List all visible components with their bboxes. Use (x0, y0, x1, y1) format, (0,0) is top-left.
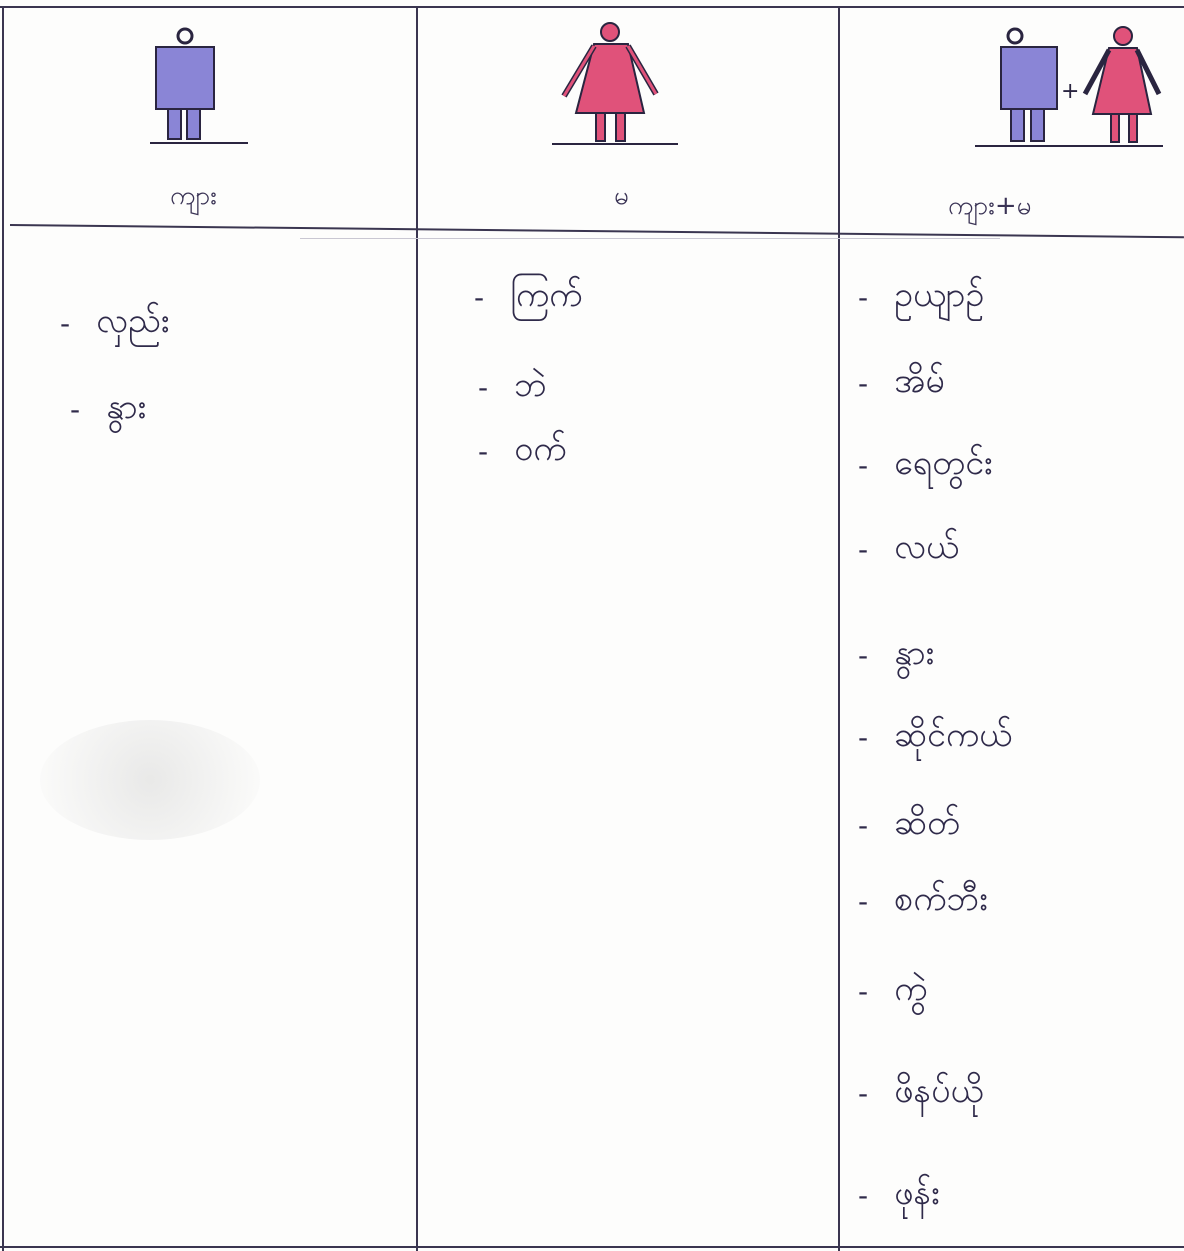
bullet-dash: - (858, 281, 869, 314)
bullet-dash: - (478, 371, 489, 404)
list-item (60, 298, 170, 349)
column-header-male: ကျား (170, 181, 217, 211)
bullet-dash: - (858, 449, 869, 482)
column-header-both: ကျား+မ (948, 191, 1032, 221)
item-text: ဝက် (514, 429, 567, 469)
bullet-dash: - (60, 307, 71, 340)
item-text: ကြက် (510, 275, 583, 315)
list-item (858, 966, 927, 1017)
list-item (858, 800, 960, 851)
header-divider-shadow (300, 238, 1000, 239)
bullet-dash: - (858, 975, 869, 1008)
bullet-dash: - (478, 435, 489, 468)
list-item (478, 426, 566, 477)
bullet-dash: - (474, 281, 485, 314)
item-text: ဆိုင်ကယ် (894, 715, 1013, 755)
list-item (858, 1170, 940, 1221)
item-text: နွား (894, 633, 935, 673)
bullet-dash: - (858, 885, 869, 918)
table-bottom-border (0, 1246, 1184, 1248)
bullet-dash: - (858, 1077, 869, 1110)
list-item (858, 712, 1012, 763)
bullet-dash: - (858, 367, 869, 400)
item-text: လှည်း (96, 301, 170, 341)
paper-smudge (40, 720, 260, 840)
svg-text:+: + (1061, 79, 1080, 104)
list-item (478, 362, 547, 413)
item-text: ဥယျာဉ် (894, 275, 985, 315)
item-text: နွား (106, 387, 147, 427)
bullet-dash: - (858, 721, 869, 754)
list-item (858, 876, 988, 927)
list-item (858, 358, 945, 409)
list-item (858, 272, 984, 323)
item-text: ရေတွင်း (894, 443, 993, 483)
item-text: ဖုန်း (894, 1173, 940, 1213)
man-figure-icon (150, 22, 250, 152)
list-item (474, 272, 582, 323)
list-item (858, 440, 993, 491)
list-item (70, 384, 146, 435)
item-text: အိမ် (894, 361, 945, 401)
column-divider-2 (838, 6, 840, 1251)
column-divider-1 (416, 6, 418, 1251)
item-text: ကွဲ (894, 969, 928, 1009)
bullet-dash: - (70, 393, 81, 426)
table-top-border (0, 6, 1184, 8)
item-text: ဆိတ် (894, 803, 961, 843)
list-item (858, 630, 934, 681)
column-header-female: မ (614, 181, 629, 211)
bullet-dash: - (858, 1179, 869, 1212)
table-left-border (2, 6, 4, 1251)
item-text: လယ် (894, 527, 959, 567)
bullet-dash: - (858, 639, 869, 672)
man-plus-woman-icon (975, 22, 1165, 156)
list-item (858, 524, 959, 575)
item-text: စက်ဘီး (894, 879, 988, 919)
woman-figure-icon (548, 18, 683, 152)
item-text: ဘဲ (514, 365, 547, 405)
bullet-dash: - (858, 809, 869, 842)
bullet-dash: - (858, 533, 869, 566)
list-item (858, 1068, 984, 1119)
item-text: ဖိနပ်ယို (894, 1071, 984, 1111)
